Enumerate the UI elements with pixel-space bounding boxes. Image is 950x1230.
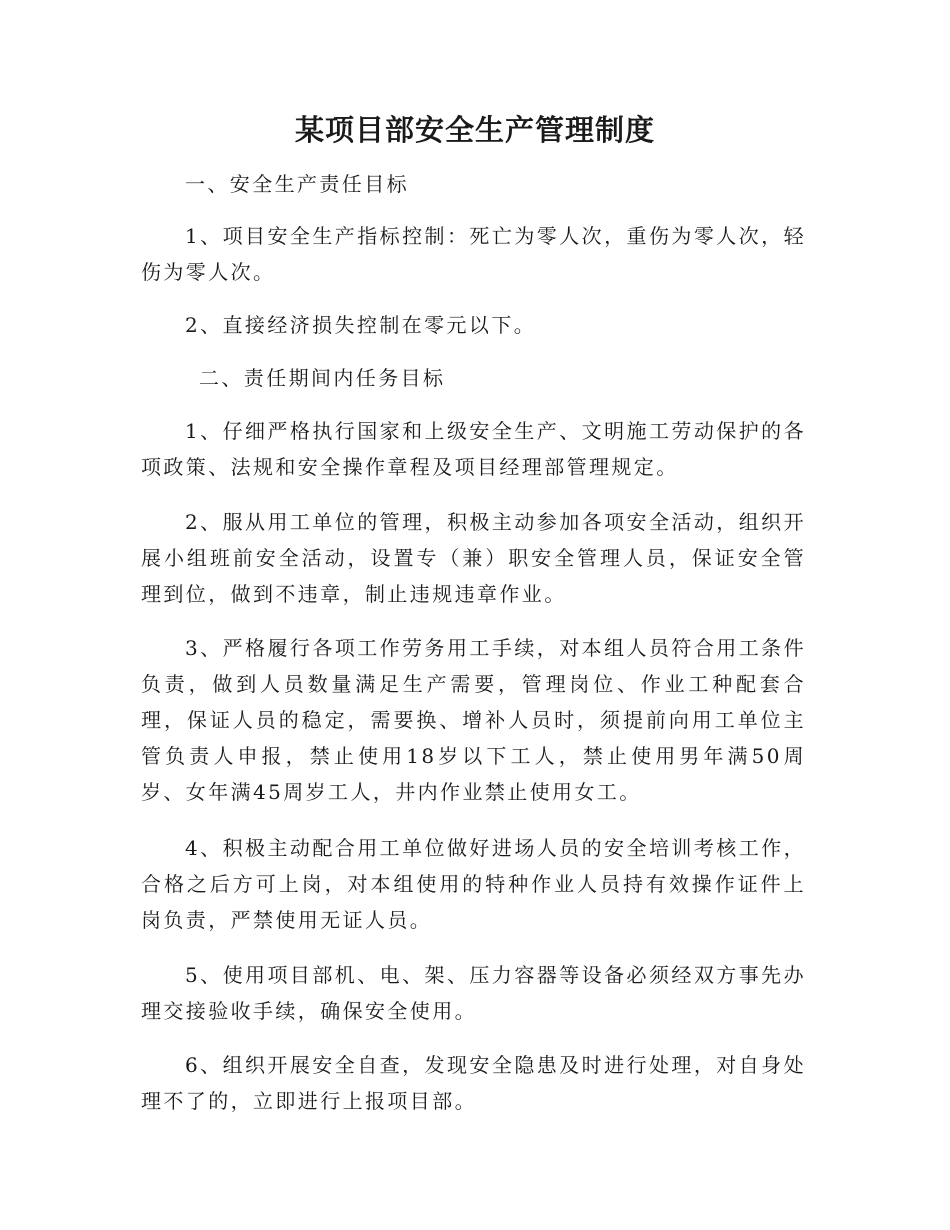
paragraph: 2、直接经济损失控制在零元以下。 xyxy=(185,313,537,337)
section-heading: 二、责任期间内任务目标 xyxy=(199,366,446,390)
paragraph: 4、积极主动配合用工单位做好进场人员的安全培训考核工作，合格之后方可上岗，对本组使用的特种作业人员持有效操作证件上岗负责，严禁使用无证人员。 xyxy=(141,836,806,932)
section-heading: 一、安全生产责任目标 xyxy=(185,172,409,196)
paragraph: 5、使用项目部机、电、架、压力容器等设备必须经双方事先办理交接验收手续，确保安全使用。 xyxy=(141,963,806,1023)
paragraph: 6、组织开展安全自查，发现安全隐患及时进行处理，对自身处理不了的，立即进行上报项目部。 xyxy=(141,1053,806,1113)
paragraph: 1、项目安全生产指标控制：死亡为零人次，重伤为零人次，轻伤为零人次。 xyxy=(141,224,806,284)
paragraph: 3、严格履行各项工作劳务用工手续，对本组人员符合用工条件负责，做到人员数量满足生产需要，管理岗位、作业工种配套合理，保证人员的稳定，需要换、增补人员时，须提前向用工单位主管负责人申报，禁止使用18岁以下工人，禁止使用男年满50周岁、女年满45周岁工人，井内作业禁止使用女工。 xyxy=(141,636,806,804)
paragraph: 2、服从用工单位的管理，积极主动参加各项安全活动，组织开展小组班前安全活动，设置专（兼）职安全管理人员，保证安全管理到位，做到不违章，制止违规违章作业。 xyxy=(141,510,806,606)
document-title: 某项目部安全生产管理制度 xyxy=(294,113,655,147)
paragraph: 1、仔细严格执行国家和上级安全生产、文明施工劳动保护的各项政策、法规和安全操作章程及项目经理部管理规定。 xyxy=(141,419,806,479)
